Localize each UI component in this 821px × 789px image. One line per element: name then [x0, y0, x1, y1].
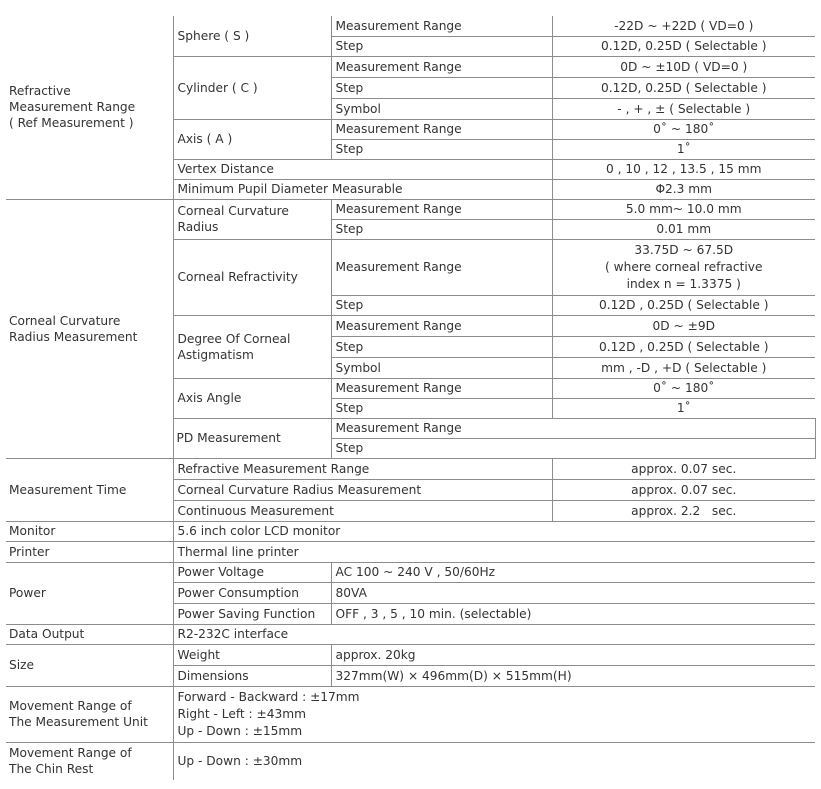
pd-range-label: Measurement Range [331, 418, 815, 438]
astigmatism-symbol-label: Symbol [331, 357, 552, 378]
cylinder-step-value: 0.12D, 0.25D ( Selectable ) [552, 77, 815, 98]
refractivity-range-label: Measurement Range [331, 239, 552, 295]
pupil-value: Φ2.3 mm [552, 179, 815, 199]
power-row-value: AC 100 ~ 240 V , 50/60Hz [331, 562, 815, 582]
monitor-value: 5.6 inch color LCD monitor [173, 521, 815, 541]
power-row-value: 80VA [331, 582, 815, 603]
movement-chin-label: Movement Range of The Chin Rest [6, 742, 173, 780]
data-output-label: Data Output [6, 624, 173, 644]
astigmatism-step-label: Step [331, 336, 552, 357]
cylinder-symbol-label: Symbol [331, 98, 552, 119]
refractivity-step-value: 0.12D , 0.25D ( Selectable ) [552, 295, 815, 315]
section-pd: PD Measurement [173, 418, 331, 458]
cylinder-range-value: 0D ~ ±10D ( VD=0 ) [552, 56, 815, 77]
spec-table [6, 16, 815, 780]
astigmatism-step-value: 0.12D , 0.25D ( Selectable ) [552, 336, 815, 357]
sphere-range-value: -22D ~ +22D ( VD=0 ) [552, 16, 815, 36]
axis-angle-step-value: 1˚ [552, 398, 815, 418]
cylinder-label: Cylinder ( C ) [173, 56, 331, 119]
sphere-range-label: Measurement Range [331, 16, 552, 36]
movement-chin-value: Up - Down : ±30mm [173, 742, 815, 780]
vertex-value: 0 , 10 , 12 , 13.5 , 15 mm [552, 159, 815, 179]
time-row-value: approx. 0.07 sec. [552, 458, 815, 479]
axis-angle-range-value: 0˚ ~ 180˚ [552, 378, 815, 398]
pupil-label: Minimum Pupil Diameter Measurable [173, 179, 552, 199]
section-size: Size [6, 644, 173, 686]
astigmatism-symbol-value: mm , -D , +D ( Selectable ) [552, 357, 815, 378]
power-row-label: Power Saving Function [173, 603, 331, 624]
refractivity-step-label: Step [331, 295, 552, 315]
vertex-label: Vertex Distance [173, 159, 552, 179]
time-row-label: Refractive Measurement Range [173, 458, 552, 479]
radius-step-value: 0.01 mm [552, 219, 815, 239]
time-row-label: Continuous Measurement [173, 500, 552, 521]
axis-label: Axis ( A ) [173, 119, 331, 159]
refractivity-range-value: 33.75D ~ 67.5D ( where corneal refractive index n = 1.3375 ) [552, 239, 815, 295]
astigmatism-label: Degree Of Corneal Astigmatism [173, 315, 331, 378]
section-power: Power [6, 562, 173, 624]
sphere-step-label: Step [331, 36, 552, 56]
astigmatism-range-value: 0D ~ ±9D [552, 315, 815, 336]
weight-label: Weight [173, 644, 331, 665]
axis-angle-range-label: Measurement Range [331, 378, 552, 398]
axis-angle-label: Axis Angle [173, 378, 331, 418]
cylinder-range-label: Measurement Range [331, 56, 552, 77]
dimensions-label: Dimensions [173, 665, 331, 686]
printer-value: Thermal line printer [173, 541, 815, 562]
time-row-label: Corneal Curvature Radius Measurement [173, 479, 552, 500]
section-corneal: Corneal Curvature Radius Measurement [6, 199, 173, 458]
radius-label: Corneal Curvature Radius [173, 199, 331, 239]
power-row-value: OFF , 3 , 5 , 10 min. (selectable) [331, 603, 815, 624]
power-row-label: Power Consumption [173, 582, 331, 603]
axis-angle-step-label: Step [331, 398, 552, 418]
movement-unit-values: Forward - Backward : ±17mm Right - Left : ±43mm Up - Down : ±15mm [173, 686, 815, 742]
sphere-label: Sphere ( S ) [173, 16, 331, 56]
radius-step-label: Step [331, 219, 552, 239]
power-row-label: Power Voltage [173, 562, 331, 582]
axis-range-value: 0˚ ~ 180˚ [552, 119, 815, 139]
printer-label: Printer [6, 541, 173, 562]
pd-step-label: Step [331, 438, 815, 458]
time-row-value: approx. 2.2 sec. [552, 500, 815, 521]
section-refractive: Refractive Measurement Range ( Ref Measurement ) [6, 16, 173, 199]
data-output-value: R2-232C interface [173, 624, 815, 644]
sphere-step-value: 0.12D, 0.25D ( Selectable ) [552, 36, 815, 56]
cylinder-symbol-value: - , + , ± ( Selectable ) [552, 98, 815, 119]
radius-range-value: 5.0 mm~ 10.0 mm [552, 199, 815, 219]
section-measurement-time: Measurement Time [6, 458, 173, 521]
monitor-label: Monitor [6, 521, 173, 541]
axis-step-value: 1˚ [552, 139, 815, 159]
cylinder-step-label: Step [331, 77, 552, 98]
weight-value: approx. 20kg [331, 644, 815, 665]
axis-step-label: Step [331, 139, 552, 159]
movement-unit-label: Movement Range of The Measurement Unit [6, 686, 173, 742]
radius-range-label: Measurement Range [331, 199, 552, 219]
refractivity-label: Corneal Refractivity [173, 239, 331, 315]
time-row-value: approx. 0.07 sec. [552, 479, 815, 500]
astigmatism-range-label: Measurement Range [331, 315, 552, 336]
axis-range-label: Measurement Range [331, 119, 552, 139]
dimensions-value: 327mm(W) × 496mm(D) × 515mm(H) [331, 665, 815, 686]
